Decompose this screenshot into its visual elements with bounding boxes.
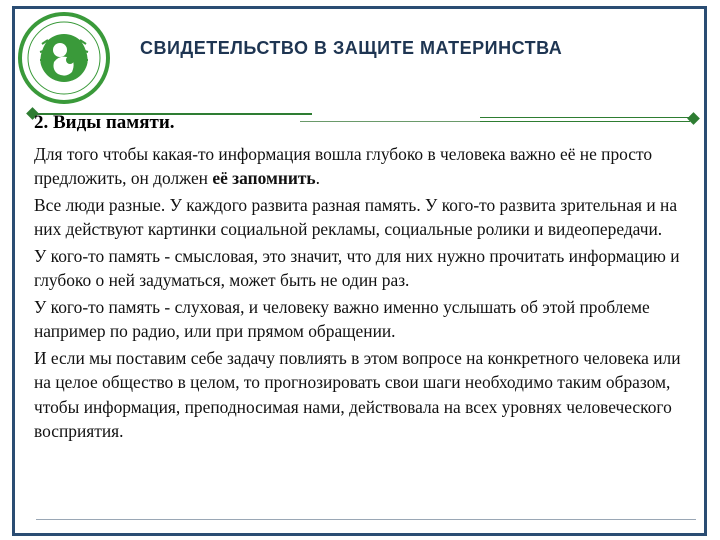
section-heading: 2. Виды памяти. bbox=[34, 112, 175, 133]
paragraph-4: У кого-то память - слуховая, и человеку важно именно услышать об этой проблеме например по радио, или при прямом обращении. bbox=[34, 296, 650, 342]
paragraph-3: У кого-то память - смысловая, это значит, что для них нужно прочитать информацию и глубоко о ней задуматься, может быть не один раз. bbox=[34, 245, 680, 291]
paragraph-2: Все люди разные. У каждого развита разная память. У кого-то развита зрительная и на них действуют картинки социальной рекламы, социальные ролики и видеопередачи. bbox=[34, 194, 678, 240]
mother-child-laurel-emblem-icon bbox=[16, 10, 112, 106]
paragraph-1-end: . bbox=[315, 168, 320, 189]
paragraph-1 bbox=[34, 142, 694, 191]
bottom-divider bbox=[36, 519, 696, 520]
divider-right bbox=[480, 117, 690, 122]
paragraph-5: И если мы поставим себе задачу повлиять в этом вопросе на конкретного человека или на целое общество в целом, то прогнозировать свои шаги необходимо таким образом, чтобы информация, преподносимая нами, действовала на всех уровнях человеческого восприятия. bbox=[34, 347, 681, 441]
header-title: СВИДЕТЕЛЬСТВО В ЗАЩИТЕ МАТЕРИНСТВА bbox=[140, 38, 563, 58]
paragraph-1-text: Для того чтобы какая-то информация вошла глубоко в человека важно её не просто предложить, он должен bbox=[34, 144, 653, 189]
paragraph-1-emphasis: её запомнить bbox=[212, 168, 316, 189]
content-body bbox=[34, 142, 694, 446]
